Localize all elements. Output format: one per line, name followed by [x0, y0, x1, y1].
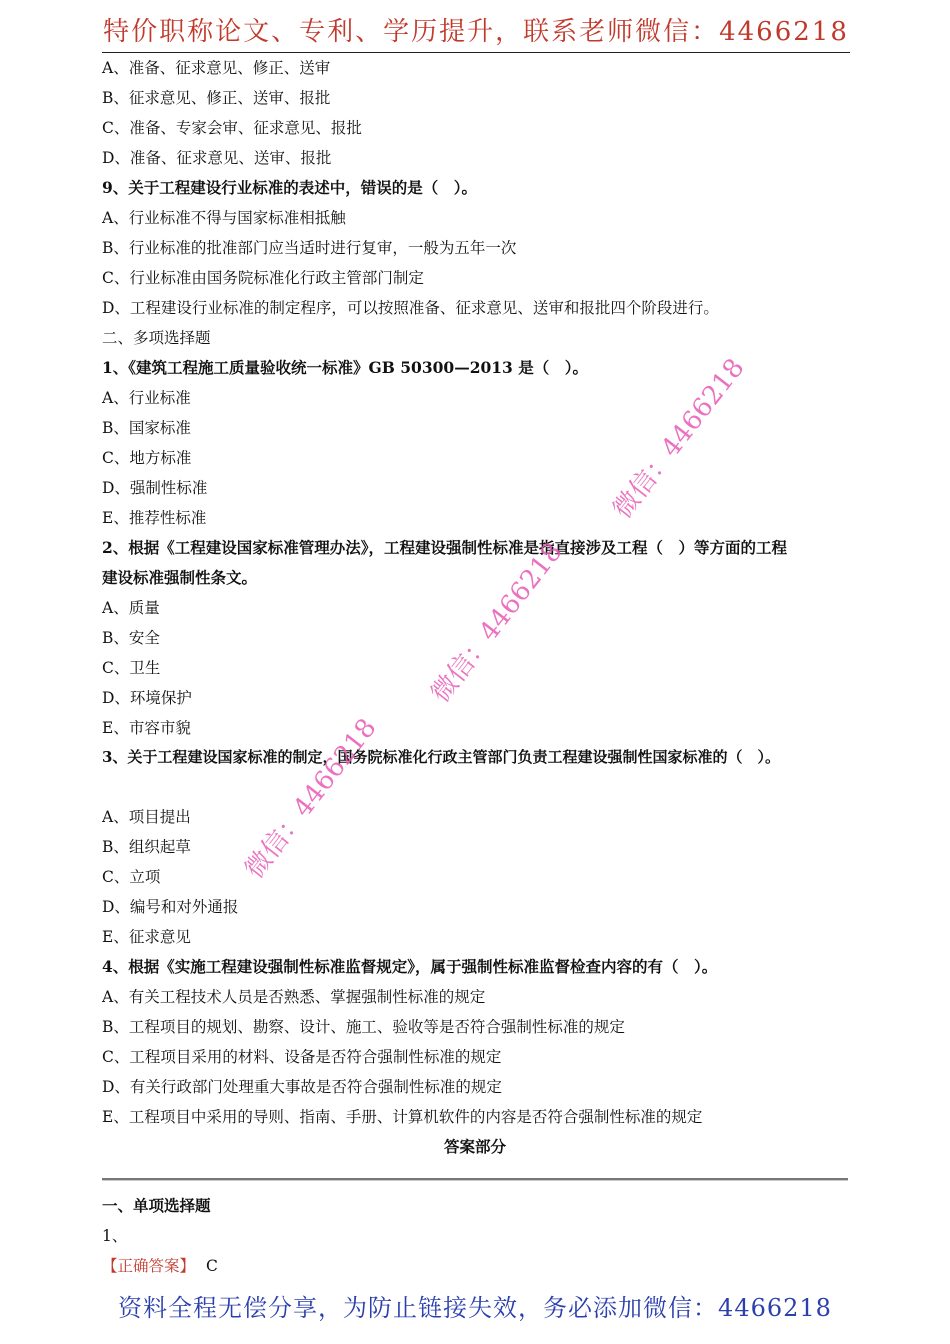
option-e: E、市容市貌 — [102, 719, 191, 737]
option-a: A、行业标准不得与国家标准相抵触 — [102, 209, 346, 227]
answer-number: 1、 — [102, 1227, 128, 1245]
section-divider — [102, 1178, 848, 1181]
answer-section-title: 答案部分 — [443, 1137, 506, 1156]
correct-answer-value: C — [205, 1257, 218, 1275]
option-d: D、强制性标准 — [102, 479, 208, 497]
correct-answer-row — [102, 1251, 218, 1281]
option-b: B、国家标准 — [102, 419, 191, 437]
question-1: 1、《建筑工程施工质量验收统一标准》GB 50300—2013 是（ ）。 — [102, 358, 588, 377]
option-b: B、工程项目的规划、勘察、设计、施工、验收等是否符合强制性标准的规定 — [102, 1018, 625, 1036]
option-c: C、地方标准 — [102, 449, 192, 467]
option-c: C、立项 — [102, 868, 161, 886]
page-header-banner: 特价职称论文、专利、学历提升，联系老师微信：4466218 — [102, 12, 850, 53]
option-c: C、工程项目采用的材料、设备是否符合强制性标准的规定 — [102, 1048, 502, 1066]
answer-section-heading: 一、单项选择题 — [102, 1196, 211, 1215]
option-c: C、行业标准由国务院标准化行政主管部门制定 — [102, 269, 424, 287]
question-3: 3、关于工程建设国家标准的制定，国务院标准化行政主管部门负责工程建设强制性国家标准的（ ）。 — [102, 748, 780, 766]
option-d: D、环境保护 — [102, 689, 192, 707]
option-a: A、项目提出 — [102, 808, 191, 826]
option-b: B、行业标准的批准部门应当适时进行复审，一般为五年一次 — [102, 239, 517, 257]
option-e: E、征求意见 — [102, 928, 191, 946]
watermark: 微信：4466218 — [425, 537, 569, 709]
watermark: 微信：4466218 — [607, 353, 751, 525]
question-2: 2、根据《工程建设国家标准管理办法》，工程建设强制性标准是指直接涉及工程（ ）等方面的工程 — [102, 538, 788, 557]
option-d: D、编号和对外通报 — [102, 898, 239, 916]
option-d: D、有关行政部门处理重大事故是否符合强制性标准的规定 — [102, 1078, 502, 1096]
option-c: C、准备、专家会审、征求意见、报批 — [102, 119, 362, 137]
option-e: E、工程项目中采用的导则、指南、手册、计算机软件的内容是否符合强制性标准的规定 — [102, 1108, 703, 1126]
option-a: A、准备、征求意见、修正、送审 — [102, 59, 331, 77]
option-d: D、准备、征求意见、送审、报批 — [102, 149, 332, 167]
option-b: B、组织起草 — [102, 838, 191, 856]
section-heading-multiple-choice: 二、多项选择题 — [102, 329, 211, 347]
question-9: 9、关于工程建设行业标准的表述中，错误的是（ ）。 — [102, 178, 478, 197]
option-d: D、工程建设行业标准的制定程序，可以按照准备、征求意见、送审和报批四个阶段进行。 — [102, 299, 719, 317]
question-4: 4、根据《实施工程建设强制性标准监督规定》，属于强制性标准监督检查内容的有（ ）。 — [102, 957, 718, 976]
option-a: A、行业标准 — [102, 389, 191, 407]
option-c: C、卫生 — [102, 659, 161, 677]
correct-answer-label: 【正确答案】 — [102, 1257, 196, 1275]
option-b: B、征求意见、修正、送审、报批 — [102, 89, 331, 107]
watermark: 微信：4466218 — [239, 713, 383, 885]
option-a: A、有关工程技术人员是否熟悉、掌握强制性标准的规定 — [102, 988, 486, 1006]
option-e: E、推荐性标准 — [102, 509, 207, 527]
option-a: A、质量 — [102, 599, 160, 617]
question-2-continued: 建设标准强制性条文。 — [102, 568, 258, 587]
option-b: B、安全 — [102, 629, 160, 647]
footer-banner: 资料全程无偿分享，为防止链接失效，务必添加微信：4466218 — [118, 1294, 832, 1322]
